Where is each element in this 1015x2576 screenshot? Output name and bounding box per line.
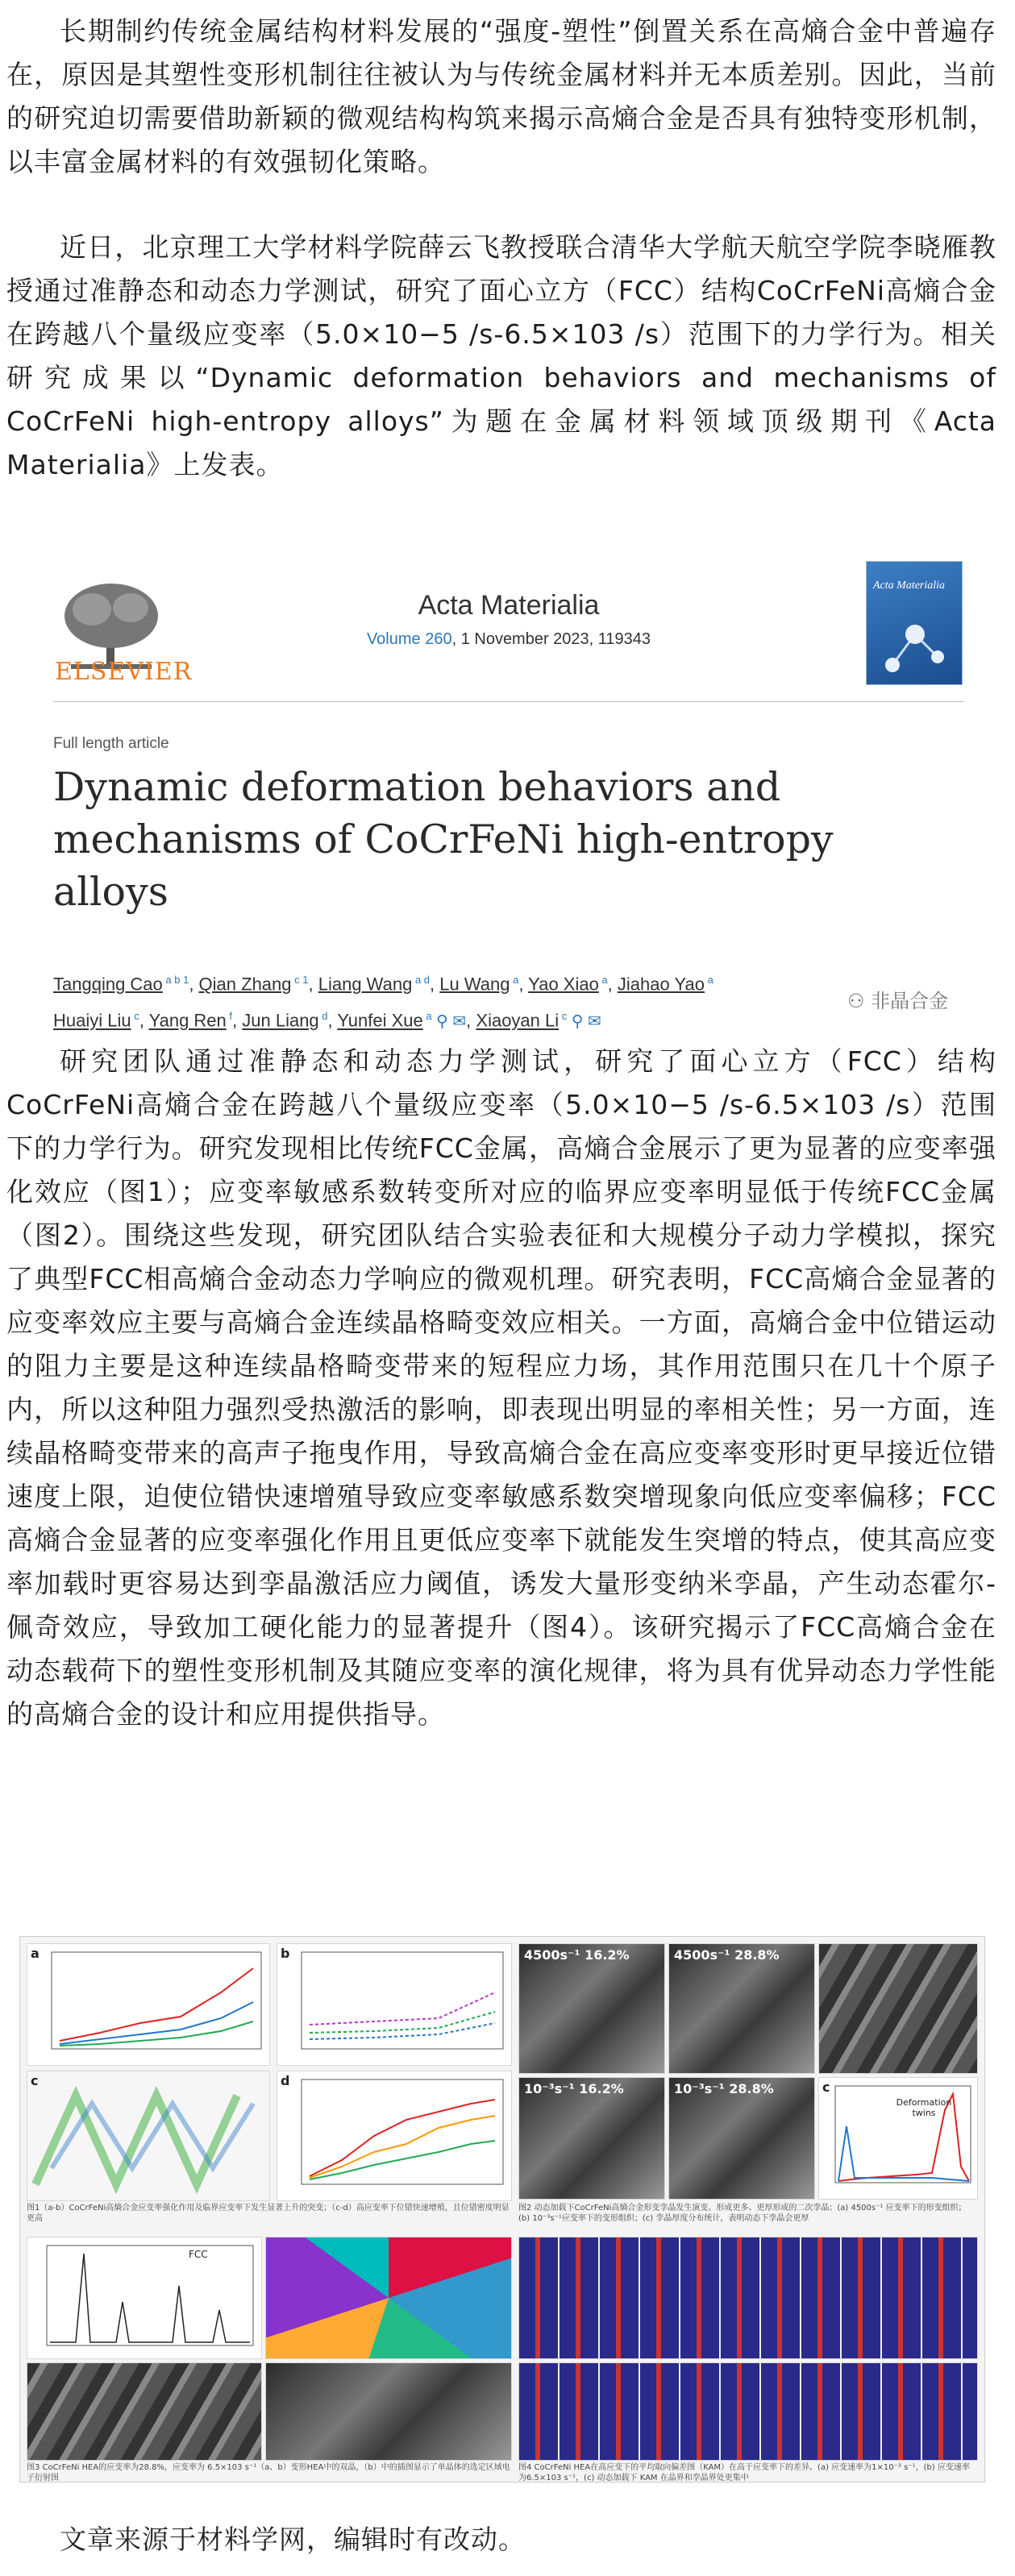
fig1-panel-c-simulation — [27, 2071, 270, 2201]
cover-title: Acta Materialia — [873, 580, 946, 592]
author-name[interactable]: Tangqing Cao — [53, 974, 163, 995]
author-affiliation[interactable]: a — [598, 974, 608, 986]
tem-label: 4500s⁻¹ 28.8% — [674, 1947, 780, 1963]
author-affiliation[interactable]: a b 1 — [162, 974, 189, 986]
fig1-panel-d-chart — [277, 2071, 512, 2201]
panel-label: b — [281, 1946, 290, 1961]
author-list — [53, 964, 867, 1038]
author-separator: , — [327, 1010, 338, 1031]
author-affiliation[interactable]: a — [704, 974, 713, 986]
author-contact-icon[interactable]: ⚲ ✉ — [567, 1012, 601, 1031]
fig1-panel-a-chart — [27, 1943, 270, 2066]
header-divider — [53, 701, 964, 702]
fig3-tem-twins-b — [265, 2362, 512, 2461]
author-separator: , — [139, 1010, 149, 1031]
fig2-tem-3 — [518, 2077, 665, 2200]
panel-label: c — [31, 2073, 39, 2088]
author-separator: , — [466, 1010, 476, 1031]
journal-cover — [866, 561, 963, 685]
fig2-tem-4 — [668, 2077, 815, 2200]
author-name[interactable]: Huaiyi Liu — [53, 1010, 131, 1031]
author-affiliation[interactable]: c — [131, 1010, 139, 1023]
journal-header-image — [45, 545, 972, 1031]
author-name[interactable]: Yunfei Xue — [337, 1010, 423, 1031]
journal-name: Acta Materialia — [418, 590, 600, 621]
tem-label: 10⁻³s⁻¹ 28.8% — [674, 2081, 774, 2096]
fig3-tem-twins-a — [27, 2362, 262, 2461]
author-name[interactable]: Xiaoyan Li — [476, 1010, 559, 1031]
publisher-name: ELSEVIER — [55, 658, 193, 686]
fig4-kam-map-bottom — [518, 2362, 978, 2461]
fig1-b-plot — [277, 1944, 511, 2065]
author-name[interactable]: Lu Wang — [439, 974, 510, 995]
source-note: 文章来源于材料学网，编辑时有改动。 — [60, 2524, 526, 2555]
author-line-2 — [53, 1000, 867, 1037]
article-type: Full length article — [53, 735, 169, 752]
fig3-xrd-chart — [27, 2237, 262, 2359]
author-affiliation[interactable]: a d — [412, 974, 431, 986]
tem-label: 10⁻³s⁻¹ 16.2% — [524, 2081, 624, 2096]
fig1-c-atoms — [27, 2071, 269, 2200]
author-affiliation[interactable]: c 1 — [291, 974, 309, 986]
volume-details: , 1 November 2023, 119343 — [451, 630, 651, 648]
fig1-a-plot — [27, 1944, 269, 2065]
watermark-text: 非晶合金 — [871, 990, 949, 1012]
fig1-panel-b-chart — [277, 1943, 512, 2066]
author-separator: , — [308, 974, 318, 995]
figure3-caption: 图3 CoCrFeNi HEA的应变率为28.8%，应变率为 6.5×103 s⁻¹（a、b）变形HEA中的双晶，（b）中的插图显示了单晶体的选定区域电子衍射图 — [27, 2463, 510, 2483]
author-separator: , — [189, 974, 199, 995]
fig1-d-plot — [277, 2071, 511, 2200]
author-separator: , — [607, 974, 618, 995]
article-title: Dynamic deformation behaviors and mechanisms of CoCrFeNi high-entropy alloys — [53, 764, 834, 915]
fcc-legend: FCC — [189, 2249, 208, 2260]
author-affiliation[interactable]: f — [226, 1010, 233, 1023]
panel-label: c — [822, 2079, 830, 2095]
author-affiliation[interactable]: a — [422, 1010, 432, 1023]
panel-label: a — [31, 1946, 40, 1961]
fig2-tem-twins — [818, 1943, 978, 2074]
figure4-caption: 图4 CoCrFeNi HEA在高应变下的平均取向偏差图（KAM）在高于应变率下的差异。(a) 应变速率为1×10⁻³ s⁻¹，(b) 应变速率为6.5×103 s⁻¹，(c) 动态加载下 KAM 在晶界和孪晶界处更集中 — [518, 2463, 970, 2483]
deformation-twins-label: Deformation twins — [896, 2097, 952, 2118]
fig3-xrd-plot — [27, 2237, 261, 2358]
panel-label: d — [281, 2073, 290, 2088]
author-contact-icon[interactable]: ⚲ ✉ — [431, 1012, 467, 1031]
author-name[interactable]: Qian Zhang — [198, 974, 292, 995]
wechat-watermark — [847, 985, 984, 1017]
author-name[interactable]: Yang Ren — [148, 1010, 227, 1031]
journal-volume — [45, 630, 972, 649]
fig2-panel-c-distribution — [818, 2077, 978, 2200]
wechat-icon: ⚇ — [847, 990, 871, 1012]
fig4-kam-map-top — [518, 2237, 978, 2359]
cover-molecule-graphic — [883, 618, 947, 675]
figure2-caption: 图2 动态加载下CoCrFeNi高熵合金形变孪晶发生演变、形成更多、更厚形成的二次孪晶；(a) 4500s⁻¹ 应变率下的形变组织；(b) 10⁻³s⁻¹应变率下的变形组织；(c) 孪晶厚度分布统计，表明动态下孪晶会更厚 — [518, 2204, 967, 2223]
author-affiliation[interactable]: a — [510, 974, 519, 986]
fig3-ebsd-map — [265, 2237, 512, 2359]
author-affiliation[interactable]: c — [559, 1010, 568, 1023]
author-name[interactable]: Liang Wang — [318, 974, 413, 995]
intro-paragraph: 长期制约传统金属结构材料发展的“强度-塑性”倒置关系在高熵合金中普遍存在，原因是其塑性变形机制往往被认为与传统金属材料并无本质差别。因此，当前的研究迫切需要借助新颖的微观结构构筑来揭示高熵合金是否具有独特变形机制，以丰富金属材料的有效强韧化策略。 — [6, 15, 996, 177]
volume-link[interactable]: Volume 260 — [366, 630, 452, 648]
author-name[interactable]: Jiahao Yao — [617, 974, 705, 995]
figure1-caption: 图1（a-b）CoCrFeNi高熵合金应变率强化作用及临界应变率下发生显著上升的突变；（c-d）高应变率下位错快速增殖，且位错密度明显更高 — [27, 2204, 510, 2223]
research-paragraph: 研究团队通过准静态和动态力学测试，研究了面心立方（FCC）结构CoCrFeNi高熵合金在跨越八个量级应变率（5.0×10−5 /s-6.5×103 /s）范围下的力学行为。研究发现相比传统FCC金属，高熵合金展示了更为显著的应变率强化效应（图1）；应变率敏感系数转变所对应的临界应变率明显低于传统FCC金属（图2）。围绕这些发现，研究团队结合实验表征和大规模分子动力学模拟，探究了典型FCC相高熵合金动态力学响应的微观机理。研究表明，FCC高熵合金显著的应变率效应主要与高熵合金连续晶格畸变效应相关。一方面，高熵合金中位错运动的阻力主要是这种连续晶格畸变带来的短程应力场，其作用范围只在几十个原子内，所以这种阻力强烈受热激活的影响，即表现出明显的率相关性；另一方面，连续晶格畸变带来的高声子拖曳作用，导致高熵合金在高应变率变形时更早接近位错速度上限，迫使位错快速增殖导致应变率敏感系数突增现象向低应变率偏移；FCC高熵合金显著的应变率强化作用且更低应变率下就能发生突增的特点，使其高应变率加载时更容易达到孪晶激活应力阈值，诱发大量形变纳米孪晶，产生动态霍尔-佩奇效应，导致加工硬化能力的显著提升（图4）。该研究揭示了FCC高熵合金在动态载荷下的塑性变形机制及其随应变率的演化规律，将为具有优异动态力学性能的高熵合金的设计和应用提供指导。 — [6, 1045, 996, 1730]
author-name[interactable]: Yao Xiao — [528, 974, 599, 995]
author-separator: , — [518, 974, 529, 995]
fig2-tem-2 — [668, 1943, 815, 2074]
author-separator: , — [232, 1010, 243, 1031]
fig2-tem-1 — [518, 1943, 665, 2074]
fig2-c-plot — [819, 2078, 977, 2199]
author-line-1 — [53, 964, 867, 1000]
news-paragraph: 近日，北京理工大学材料学院薛云飞教授联合清华大学航天航空学院李晓雁教授通过准静态和动态力学测试，研究了面心立方（FCC）结构CoCrFeNi高熵合金在跨越八个量级应变率（5.0×10−5 /s-6.5×103 /s）范围下的力学行为。相关研究成果以“Dynamic deformation behaviors and mechanisms of CoCrFeNi high-entropy alloys”为题在金属材料领域顶级期刊《Acta Materialia》上发表。 — [6, 231, 996, 480]
author-separator: , — [430, 974, 440, 995]
author-affiliation[interactable]: d — [318, 1010, 328, 1023]
author-name[interactable]: Jun Liang — [242, 1010, 319, 1031]
tem-label: 4500s⁻¹ 16.2% — [524, 1947, 630, 1963]
figure-collage — [19, 1936, 985, 2483]
